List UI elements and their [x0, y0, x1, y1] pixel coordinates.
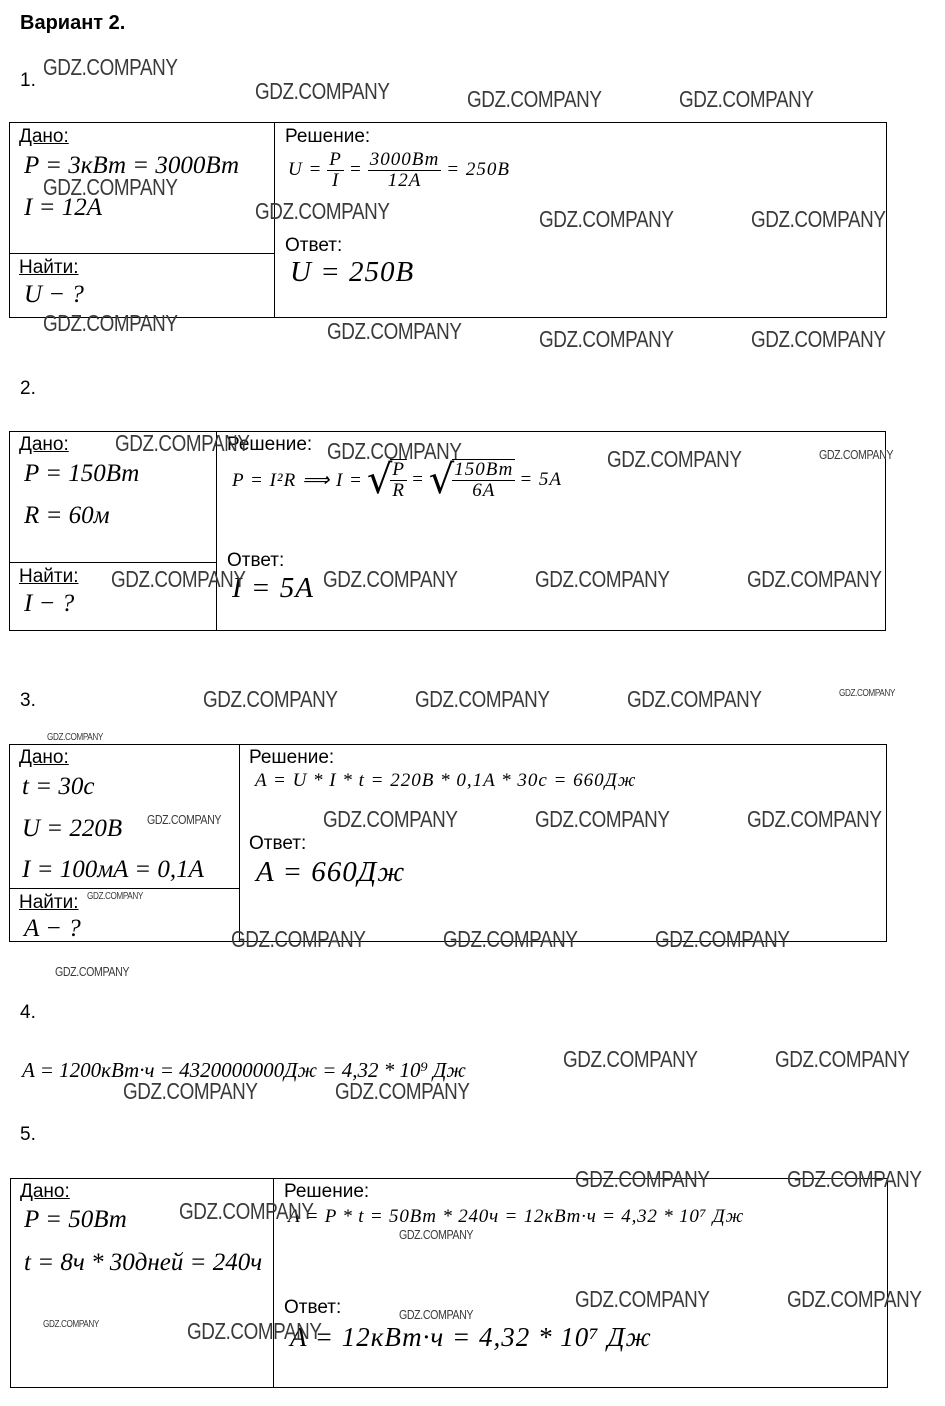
problem-4-number: 4. [20, 1002, 36, 1023]
solution-label: Решение: [249, 747, 335, 768]
watermark: GDZ.COMPANY [87, 891, 143, 902]
watermark: GDZ.COMPANY [399, 1227, 474, 1242]
watermark: GDZ.COMPANY [747, 806, 882, 832]
watermark: GDZ.COMPANY [679, 86, 814, 112]
watermark: GDZ.COMPANY [787, 1166, 922, 1192]
watermark: GDZ.COMPANY [203, 686, 338, 712]
watermark: GDZ.COMPANY [839, 688, 895, 699]
fraction-denominator: I [331, 169, 340, 191]
watermark: GDZ.COMPANY [539, 206, 674, 232]
watermark: GDZ.COMPANY [255, 78, 390, 104]
find-value: I − ? [24, 590, 75, 617]
watermark: GDZ.COMPANY [255, 198, 390, 224]
formula-part: = [410, 469, 425, 490]
fraction [390, 460, 407, 501]
page-title: Вариант 2. [20, 12, 126, 34]
divider [9, 888, 239, 889]
answer-value: I = 5A [232, 572, 314, 604]
radical-sign: √ [366, 457, 394, 503]
watermark: GDZ.COMPANY [43, 1319, 99, 1330]
solution-label: Решение: [227, 434, 313, 455]
given-label: Дано: [19, 434, 69, 455]
watermark: GDZ.COMPANY [535, 806, 670, 832]
given-line: R = 60м [24, 502, 110, 529]
watermark: GDZ.COMPANY [43, 54, 178, 80]
watermark: GDZ.COMPANY [123, 1078, 258, 1104]
watermark: GDZ.COMPANY [147, 812, 222, 827]
problem-5-number: 5. [20, 1124, 36, 1145]
watermark: GDZ.COMPANY [607, 446, 742, 472]
watermark: GDZ.COMPANY [747, 566, 882, 592]
watermark: GDZ.COMPANY [43, 310, 178, 336]
problem-3-number: 3. [20, 690, 36, 711]
formula-part: P = I²R ⟹ I = [232, 469, 363, 491]
watermark: GDZ.COMPANY [575, 1166, 710, 1192]
radical-sign: √ [428, 457, 456, 503]
watermark: GDZ.COMPANY [575, 1286, 710, 1312]
find-label: Найти: [19, 257, 79, 278]
fraction-numerator: P [392, 459, 405, 481]
solution-formula: A = U * I * t = 220B * 0,1A * 30c = 660Дж [255, 770, 637, 791]
find-value: U − ? [24, 281, 84, 308]
answer-label: Ответ: [249, 833, 307, 854]
formula-part: U = [288, 159, 323, 181]
answer-value: U = 250B [290, 256, 415, 288]
formula-part: = 5A [519, 469, 563, 490]
watermark: GDZ.COMPANY [627, 686, 762, 712]
watermark: GDZ.COMPANY [563, 1046, 698, 1072]
given-line: I = 100мA = 0,1A [22, 856, 204, 883]
watermark: GDZ.COMPANY [327, 318, 462, 344]
watermark: GDZ.COMPANY [335, 1078, 470, 1104]
watermark: GDZ.COMPANY [55, 964, 130, 979]
watermark: GDZ.COMPANY [323, 566, 458, 592]
formula-part: = [348, 159, 363, 181]
fraction-denominator: 6A [472, 480, 496, 501]
given-line: P = 50Вт [24, 1206, 127, 1233]
watermark: GDZ.COMPANY [535, 566, 670, 592]
watermark: GDZ.COMPANY [111, 566, 246, 592]
fraction-denominator: 12A [387, 169, 422, 191]
watermark: GDZ.COMPANY [231, 926, 366, 952]
find-label: Найти: [19, 566, 79, 587]
watermark: GDZ.COMPANY [819, 447, 894, 462]
watermark: GDZ.COMPANY [467, 86, 602, 112]
watermark: GDZ.COMPANY [415, 686, 550, 712]
given-line: U = 220B [22, 815, 123, 842]
fraction [327, 150, 344, 191]
watermark: GDZ.COMPANY [187, 1318, 322, 1344]
watermark: GDZ.COMPANY [751, 326, 886, 352]
problem-2-number: 2. [20, 378, 36, 399]
fraction-denominator: R [392, 480, 405, 501]
given-label: Дано: [19, 126, 69, 147]
formula-part: = 250B [446, 159, 510, 181]
answer-value: A = 12кВт·ч = 4,32 * 10⁷ Дж [290, 1322, 652, 1352]
fraction [368, 150, 442, 191]
answer-label: Ответ: [227, 550, 285, 571]
given-line: P = 150Вт [24, 460, 140, 487]
divider [9, 253, 274, 254]
watermark: GDZ.COMPANY [751, 206, 886, 232]
given-line: t = 8ч * 30дней = 240ч [24, 1249, 263, 1276]
problem-4-formula: A = 1200кВт·ч = 4320000000Дж = 4,32 * 10⁹ Дж [22, 1058, 466, 1082]
answer-value: A = 660Дж [256, 856, 406, 888]
watermark: GDZ.COMPANY [47, 732, 103, 743]
watermark: GDZ.COMPANY [539, 326, 674, 352]
fraction-numerator: 3000Вт [369, 149, 440, 170]
watermark: GDZ.COMPANY [327, 438, 462, 464]
fraction-numerator: P [329, 149, 342, 170]
watermark: GDZ.COMPANY [775, 1046, 910, 1072]
given-label: Дано: [19, 747, 69, 768]
solution-label: Решение: [285, 126, 371, 147]
given-line: P = 3кВт = 3000Вт [24, 152, 240, 179]
answer-label: Ответ: [284, 1297, 342, 1318]
watermark: GDZ.COMPANY [323, 806, 458, 832]
find-label: Найти: [19, 892, 79, 913]
divider [216, 431, 217, 631]
given-line: I = 12A [24, 194, 102, 221]
problem-1-number: 1. [20, 70, 36, 91]
answer-label: Ответ: [285, 235, 343, 256]
divider [239, 744, 240, 942]
solution-formula: A = P * t = 50Вт * 240ч = 12кВт·ч = 4,32 * 10⁷ Дж [288, 1206, 745, 1227]
watermark: GDZ.COMPANY [655, 926, 790, 952]
find-value: A − ? [24, 915, 81, 942]
solution-formula [288, 150, 510, 191]
divider [9, 562, 216, 563]
watermark: GDZ.COMPANY [43, 174, 178, 200]
watermark: GDZ.COMPANY [115, 430, 250, 456]
given-line: t = 30c [22, 773, 95, 800]
watermark: GDZ.COMPANY [443, 926, 578, 952]
watermark: GDZ.COMPANY [399, 1307, 474, 1322]
fraction-numerator: 150Вт [454, 459, 514, 481]
fraction [452, 460, 515, 501]
watermark: GDZ.COMPANY [179, 1198, 314, 1224]
given-label: Дано: [20, 1181, 70, 1202]
watermark: GDZ.COMPANY [787, 1286, 922, 1312]
solution-label: Решение: [284, 1181, 370, 1202]
